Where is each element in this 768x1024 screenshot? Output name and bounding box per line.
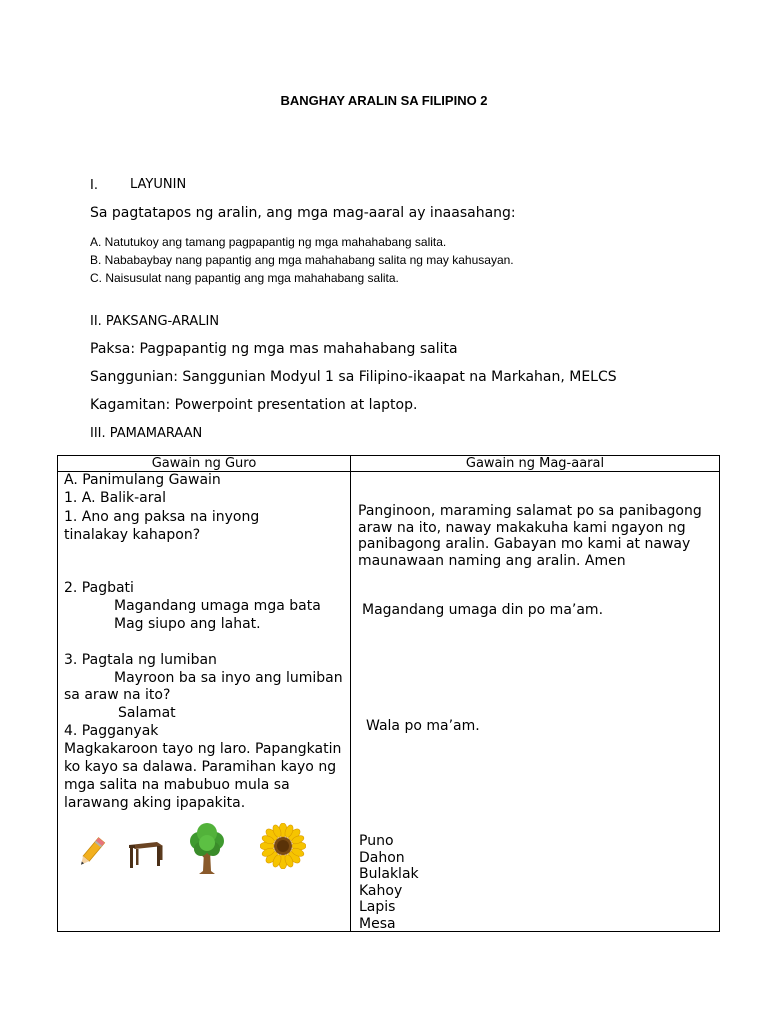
table-header-row <box>58 456 720 472</box>
balik-aral: 1. A. Balik-aral <box>64 490 166 506</box>
pagganyak-line-1: Magkakaroon tayo ng laro. Papangkatin <box>64 741 342 757</box>
question-1-line-1: 1. Ano ang paksa na inyong <box>64 509 260 525</box>
word-item: Bulaklak <box>359 866 419 883</box>
kagamitan-line: Kagamitan: Powerpoint presentation at laptop. <box>90 397 418 413</box>
word-item: Lapis <box>359 899 396 916</box>
pagganyak-line-4: larawang aking ipapakita. <box>64 795 246 811</box>
objectives-intro: Sa pagtatapos ng aralin, ang mga mag-aaral ay inaasahang: <box>90 205 516 221</box>
salamat-text: Salamat <box>118 705 176 721</box>
magaaral-cell <box>351 472 720 932</box>
document-title: BANGHAY ARALIN SA FILIPINO 2 <box>280 93 488 108</box>
pagganyak-line-2: ko kayo sa dalawa. Paramihan kayo ng <box>64 759 337 775</box>
section-2-heading: II. PAKSANG-ARALIN <box>90 314 220 329</box>
section-3-heading: III. PAMAMARAAN <box>90 426 203 441</box>
response-greeting: Magandang umaga din po ma’am. <box>362 602 604 618</box>
pencil-icon <box>72 834 108 874</box>
prayer-line-1: Panginoon, maraming salamat po sa panibagong <box>358 503 702 519</box>
pagganyak-line-3: mga salita na mabubuo mula sa <box>64 777 290 793</box>
objective-c: C. Naisusulat nang papantig ang mga mahahabang salita. <box>90 271 399 285</box>
lesson-table <box>57 455 720 932</box>
word-list <box>359 833 419 933</box>
pagganyak: 4. Pagganyak <box>64 723 159 739</box>
panimulang-gawain: A. Panimulang Gawain <box>64 472 221 488</box>
prayer-line-3: panibagong aralin. Gabayan mo kami at naway <box>358 536 691 552</box>
prayer-line-2: araw na ito, naway makakuha kami ngayon ng <box>358 520 686 536</box>
prayer-line-4: maunawaan naming ang aralin. Amen <box>358 553 626 569</box>
objective-b: B. Nababaybay nang papantig ang mga mahahabang salita ng may kahusayan. <box>90 253 514 267</box>
pagbati: 2. Pagbati <box>64 580 134 596</box>
response-absent: Wala po ma’am. <box>366 718 480 734</box>
word-item: Dahon <box>359 849 405 866</box>
header-magaaral: Gawain ng Mag-aaral <box>351 456 720 472</box>
tree-icon <box>189 821 225 875</box>
guro-cell <box>58 472 351 932</box>
pagtala-line-2: sa araw na ito? <box>64 687 171 703</box>
table-icon <box>127 838 165 870</box>
word-item: Kahoy <box>359 882 403 899</box>
paksa-line: Paksa: Pagpapantig ng mga mas mahahabang salita <box>90 341 458 357</box>
table-row <box>58 472 720 932</box>
pagbati-line-1: Magandang umaga mga bata <box>114 598 321 614</box>
question-1-line-2: tinalakay kahapon? <box>64 527 201 543</box>
section-1-heading: LAYUNIN <box>130 177 187 192</box>
word-item: Puno <box>359 833 394 849</box>
header-guro: Gawain ng Guro <box>58 456 351 472</box>
section-1-number: I. <box>90 178 98 193</box>
objective-a: A. Natutukoy ang tamang pagpapantig ng mga mahahabang salita. <box>90 235 447 249</box>
sanggunian-line: Sanggunian: Sanggunian Modyul 1 sa Filipino-ikaapat na Markahan, MELCS <box>90 369 617 385</box>
pagbati-line-2: Mag siupo ang lahat. <box>114 616 261 632</box>
pagtala-line-1: Mayroon ba sa inyo ang lumiban <box>114 670 343 686</box>
pagtala: 3. Pagtala ng lumiban <box>64 652 217 668</box>
sunflower-icon <box>260 823 306 869</box>
word-item: Mesa <box>359 915 396 932</box>
